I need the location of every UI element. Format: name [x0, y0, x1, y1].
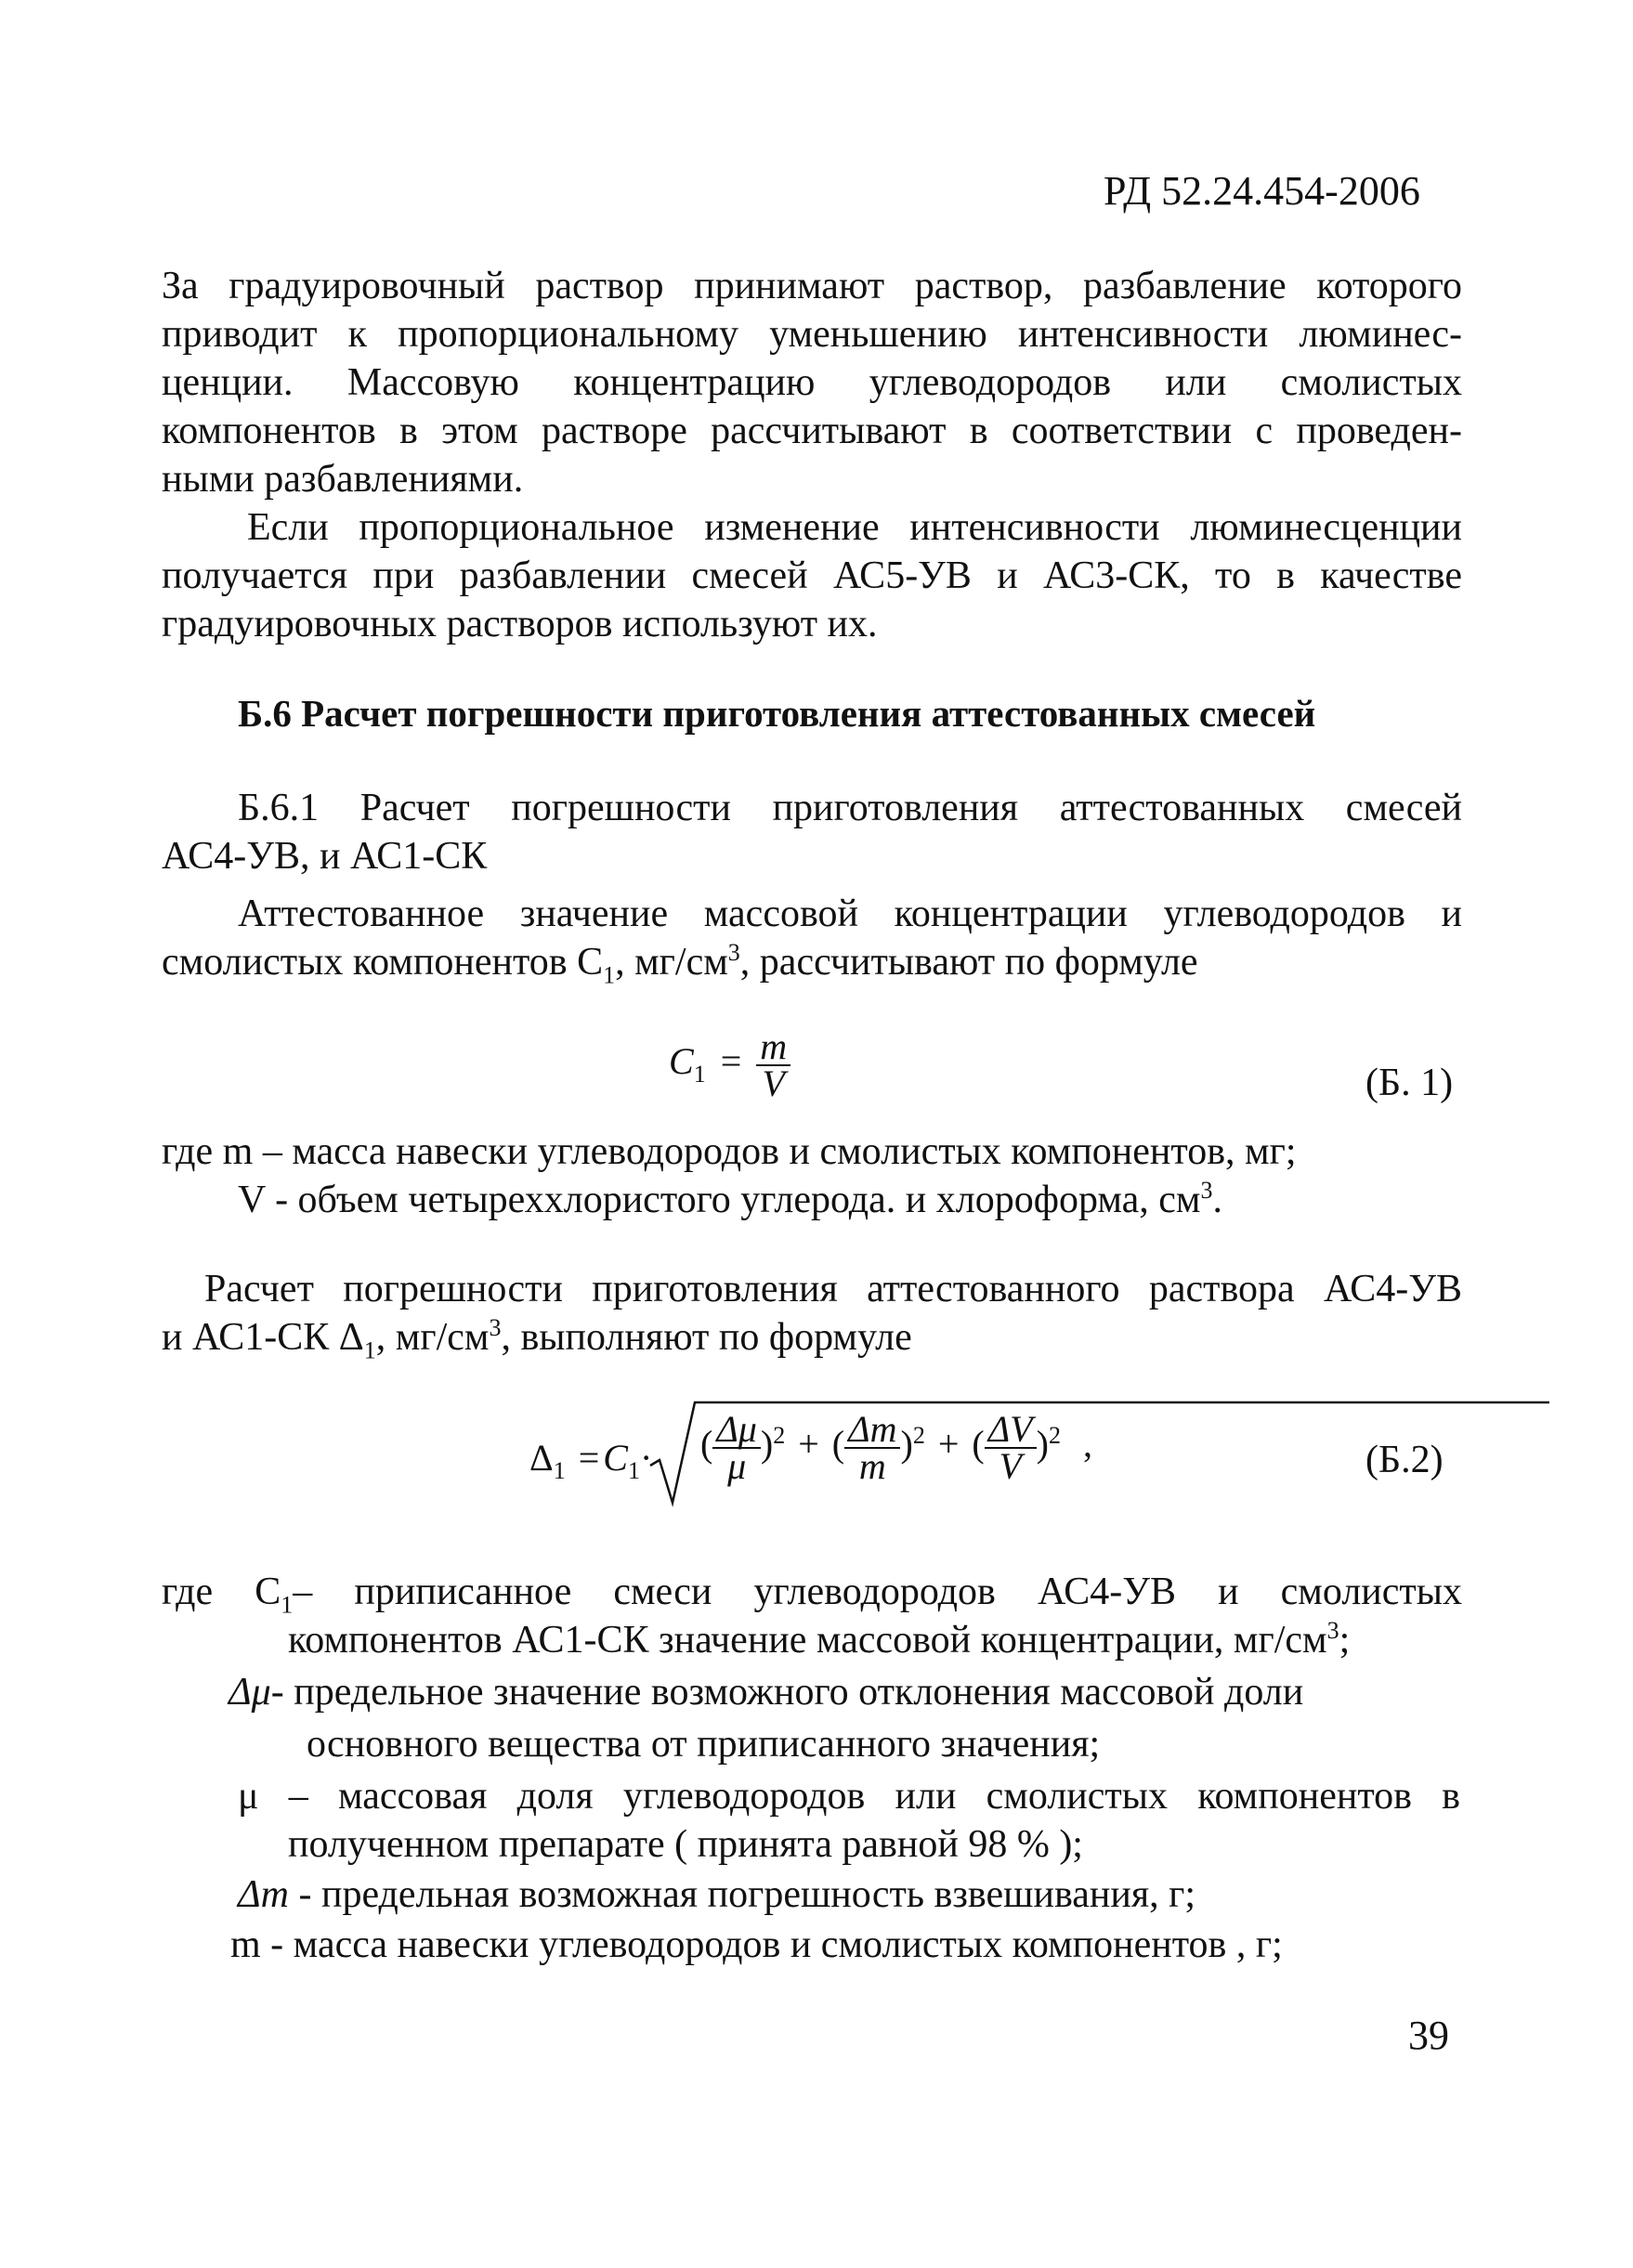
where2-c1-line-1: где $С_1-$ приписанное смеси углеводородов АС4-УВ и смолистых: [162, 1571, 1462, 1619]
subsection-title-line-1: Б.6.1 Расчет погрешности приготовления аттестованных смесей: [238, 787, 1462, 829]
where2-mu-line-2: полученном препарате ( принята равной 98 % );: [288, 1823, 1083, 1866]
formula-b1-fraction: $\frac{m}{V}$: [756, 1029, 790, 1101]
formula-b1: $C_1$ = $\frac{m}{V}$: [669, 1029, 790, 1101]
where2-dm-line: Δm - предельная возможная погрешность взвешивания, г;: [238, 1873, 1196, 1916]
where2-mu-line-1: μ – массовая доля углеводородов или смолистых компонентов в: [238, 1775, 1460, 1818]
intro-line-4: компонентов в этом растворе рассчитывают в соответствии с проведен-: [162, 410, 1462, 452]
intro-line-2: приводит к пропорциональному уменьшению интенсивности люминес-: [162, 313, 1462, 356]
calc-line-1: Расчет погрешности приготовления аттестованного раствора АС4-УВ: [204, 1268, 1462, 1310]
subsection-title-line-2: АС4-УВ, и АС1-СК: [162, 835, 488, 878]
section-title: Б.6 Расчет погрешности приготовления аттестованных смесей: [238, 692, 1316, 735]
formula-b1-lhs: C: [669, 1040, 694, 1083]
intro2-line-2: получается при разбавлении смесей АС5-УВ и АС3-СК, то в качестве: [162, 554, 1462, 597]
where1-line-1: где m – масса навески углеводородов и смолистых компонентов, мг;: [162, 1130, 1297, 1173]
where1-line-2: V - объем четыреххлористого углерода. и хлороформа, $см^3$.: [238, 1177, 1222, 1221]
intro2-line-1: Если пропорциональное изменение интенсивности люминесценции: [247, 506, 1462, 549]
intro-line-5: ными разбавлениями.: [162, 458, 524, 501]
page-number: 39: [1408, 2013, 1449, 2058]
subsection-text-line-1: Аттестованное значение массовой концентрации углеводородов и: [238, 893, 1462, 935]
calc-line-2: и АС1-СК $\Delta_1$, $мг/см^3$, выполняют по формуле: [162, 1314, 912, 1364]
document-page: РД 52.24.454-2006 За градуировочный раствор принимают раствор, разбавление которого приводит к пропорциональному уменьшению интенсивности люминес- ценции. Массовую концентрацию углеводородов или смолистых компонентов в этом растворе рассчитывают в соответствии с проведен- ными разбавлениями. Если пропорциональное изменение интенсивности люминесценции получается при разбавлении смесей АС5-УВ и АС3-СК, то в качестве градуировочных растворов используют их. Б.6 Расчет погрешности приготовления аттестованных смесей Б.6.1 Расчет погрешности приготовления аттестованных смесей АС4-УВ, и АС1-СК Аттестованное значение массовой концентрации углеводородов и смолистых компонентов $С_1$, $мг/см^3$, рассчитывают по формуле $C_1$ = $\frac{m}{V}$ (Б. 1) где m – масса навески углеводородов и смолистых компонентов, мг; V - объем четыреххлористого углерода. и хлороформа, $см^3$. Расчет погрешности приготовления аттестованного раствора АС4-УВ и АС1-СК $\Delta_1$, $мг/см^3$, выполняют по формуле $\Delta_1 = C_1\cdot$ ( $\frac{\Delta\mu}{\mu}$ )$^2$ + ( $\frac{\Delta m}{m}$ )$^2$ + ( $\frac{\Delta V}{V}$ )$^2$ , (Б.2) где $С_1-$ приписанное смеси углеводородов АС4-УВ и смолистых компонентов АС1-СК значение массовой концентрации, $мг/см^3$; Δμ- предельное значение возможного отклонения массовой доли основного вещества от приписанного значения; μ – массовая доля углеводородов или смолистых компонентов в полученном препарате ( принята равной 98 % ); Δm - предельная возможная погрешность взвешивания, г; m - масса навески углеводородов и смолистых компонентов , г; 39: [0, 0, 1633, 2268]
intro-line-3: ценции. Массовую концентрацию углеводородов или смолистых: [162, 361, 1462, 404]
where2-dmu-line-2: основного вещества от приписанного значения;: [307, 1723, 1101, 1766]
where2-c1-line-2: компонентов АС1-СК значение массовой концентрации, $мг/см^3$;: [288, 1617, 1351, 1662]
subsection-text-line-2: смолистых компонентов $С_1$, $мг/см^3$, рассчитывают по формуле: [162, 939, 1198, 989]
intro2-line-3: градуировочных растворов используют их.: [162, 603, 878, 645]
where2-m-line: m - масса навески углеводородов и смолистых компонентов , г;: [230, 1923, 1283, 1966]
formula-b1-label: (Б. 1): [1365, 1062, 1454, 1104]
where2-dmu-line-1: Δμ- предельное значение возможного отклонения массовой доли: [229, 1671, 1304, 1714]
intro-line-1: За градуировочный раствор принимают раствор, разбавление которого: [162, 265, 1462, 307]
formula-b2-label: (Б.2): [1365, 1439, 1444, 1481]
document-code: РД 52.24.454-2006: [1104, 168, 1420, 214]
